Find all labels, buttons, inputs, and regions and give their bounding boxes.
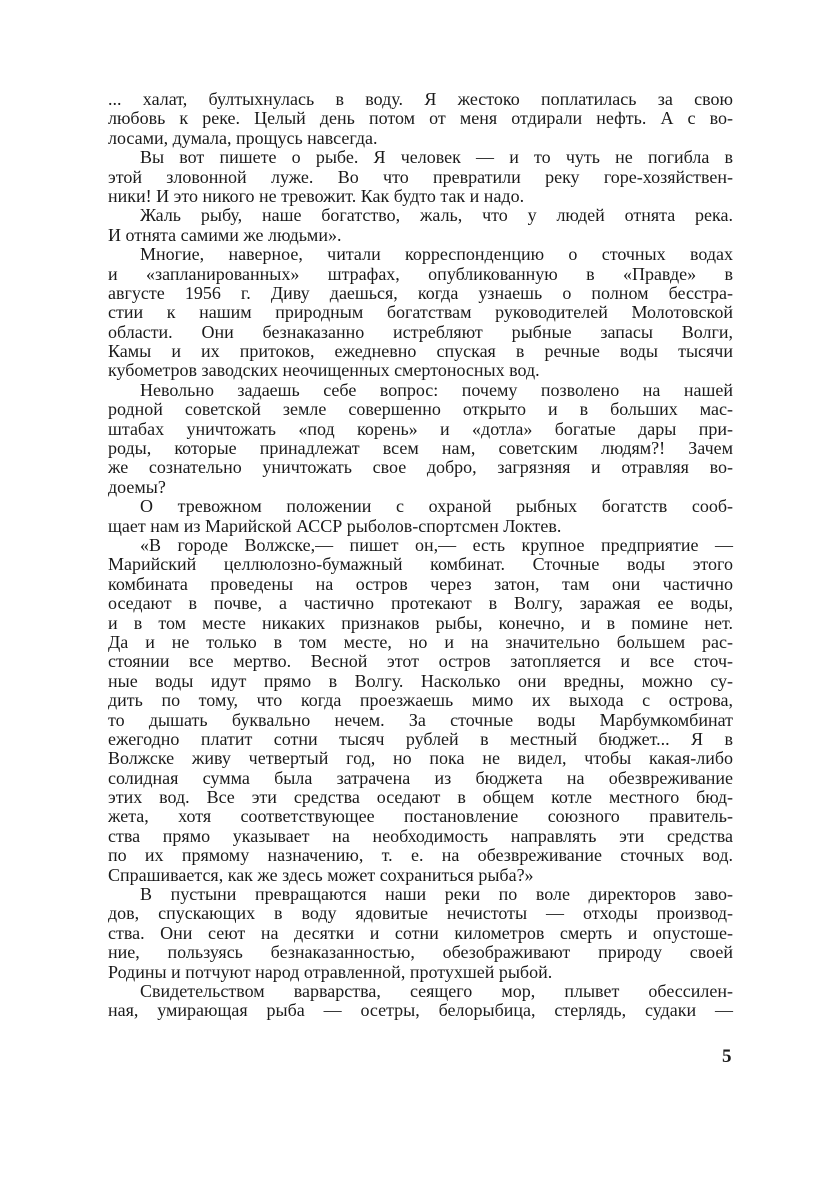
text-line: Камы и их притоков, ежедневно спуская в речные воды тысячи (108, 341, 733, 362)
text-line: ние, пользуясь безнаказанностью, обезображивают природу своей (108, 942, 733, 963)
text-line: по их прямому назначению, т. е. на обезвреживание сточных вод. (108, 845, 733, 866)
text-line: лосами, думала, прощусь навсегда. (108, 127, 378, 148)
text-line: ные воды идут прямо в Волгу. Насколько они вредны, можно су- (108, 670, 733, 691)
text-line: О тревожном положении с охраной рыбных богатств сооб- (140, 496, 733, 517)
text-line: любовь к реке. Целый день потом от меня отдирали нефть. А с во- (108, 108, 733, 129)
text-line: штабах уничтожать «под корень» и «дотла» богатые дары при- (108, 418, 733, 439)
text-line: августе 1956 г. Диву даешься, когда узнаешь о полном бесстра- (108, 282, 733, 303)
page-body-text (108, 90, 733, 1021)
text-line: ная, умирающая рыба — осетры, белорыбица, стерлядь, судаки — (108, 1000, 733, 1021)
text-line: Волжске живу четвертый год, но пока не видел, чтобы какая-либо (108, 748, 733, 769)
text-line: ства прямо указывает на необходимость направлять эти средства (108, 825, 733, 846)
text-line: Родины и потчуют народ отравленной, протухшей рыбой. (108, 961, 553, 982)
text-line: Невольно задаешь себе вопрос: почему позволено на нашей (140, 379, 733, 400)
text-line: солидная сумма была затрачена из бюджета на обезвреживание (108, 767, 733, 788)
text-line: стоянии все мертво. Весной этот остров затопляется и все сточ- (108, 651, 733, 672)
text-line: области. Они безнаказанно истребляют рыбные запасы Волги, (108, 321, 733, 342)
text-line: оседают в почве, а частично протекают в Волгу, заражая ее воды, (108, 593, 733, 614)
text-line: Многие, наверное, читали корреспонденцию о сточных водах (140, 244, 733, 265)
text-line: Марийский целлюлозно-бумажный комбинат. Сточные воды этого (108, 554, 733, 575)
text-line: Спрашивается, как же здесь может сохраниться рыба?» (108, 864, 534, 885)
text-line: комбината проведены на остров через затон, там они частично (108, 573, 733, 594)
text-line: этой зловонной луже. Во что превратили реку горе-хозяйствен- (108, 166, 733, 187)
text-line: и в том месте никаких признаков рыбы, конечно, и в помине нет. (108, 612, 733, 633)
text-line: стии к нашим природным богатствам руководителей Молотовской (108, 302, 733, 323)
text-line: В пустыни превращаются наши реки по воле директоров заво- (140, 884, 733, 905)
text-line: кубометров заводских неочищенных смертоносных вод. (108, 360, 540, 381)
text-line: этих вод. Все эти средства оседают в общем котле местного бюд- (108, 787, 733, 808)
text-line: роды, которые принадлежат всем нам, советским людям?! Зачем (108, 438, 733, 459)
text-line: то дышать буквально нечем. За сточные воды Марбумкомбинат (108, 709, 733, 730)
text-line: ежегодно платит сотни тысяч рублей в местный бюджет... Я в (108, 728, 733, 749)
text-line: И отнята самими же людьми». (108, 224, 342, 245)
text-line: ники! И это никого не тревожит. Как будто так и надо. (108, 185, 525, 206)
text-line: Жаль рыбу, наше богатство, жаль, что у людей отнята река. (140, 205, 733, 226)
text-line: дить по тому, что когда проезжаешь мимо их выхода с острова, (108, 690, 733, 711)
text-line: Да и не только в том месте, но и на значительно большем рас- (108, 631, 733, 652)
text-line: же сознательно уничтожать свое добро, загрязняя и отравляя во- (108, 457, 733, 478)
text-line: родной советской земле совершенно открыто и в больших мас- (108, 399, 733, 420)
text-line: щает нам из Марийской АССР рыболов-спортсмен Локтев. (108, 515, 562, 536)
text-line: и «запланированных» штрафах, опубликованную в «Правде» в (108, 263, 733, 284)
page-number: 5 (722, 1046, 732, 1067)
text-line: доемы? (108, 476, 166, 497)
text-line: жета, хотя соответствующее постановление союзного правитель- (108, 806, 733, 827)
text-line: дов, спускающих в воду ядовитые нечистоты — отходы производ- (108, 903, 733, 924)
text-line: ... халат, бултыхнулась в воду. Я жестоко поплатилась за свою (108, 89, 733, 109)
text-line: ства. Они сеют на десятки и сотни километров смерть и опустоше- (108, 922, 733, 943)
text-line: Свидетельством варварства, сеящего мор, плывет обессилен- (140, 980, 733, 1001)
text-line: «В городе Волжске,— пишет он,— есть крупное предприятие — (140, 534, 733, 555)
text-line: Вы вот пишете о рыбе. Я человек — и то чуть не погибла в (140, 147, 733, 168)
